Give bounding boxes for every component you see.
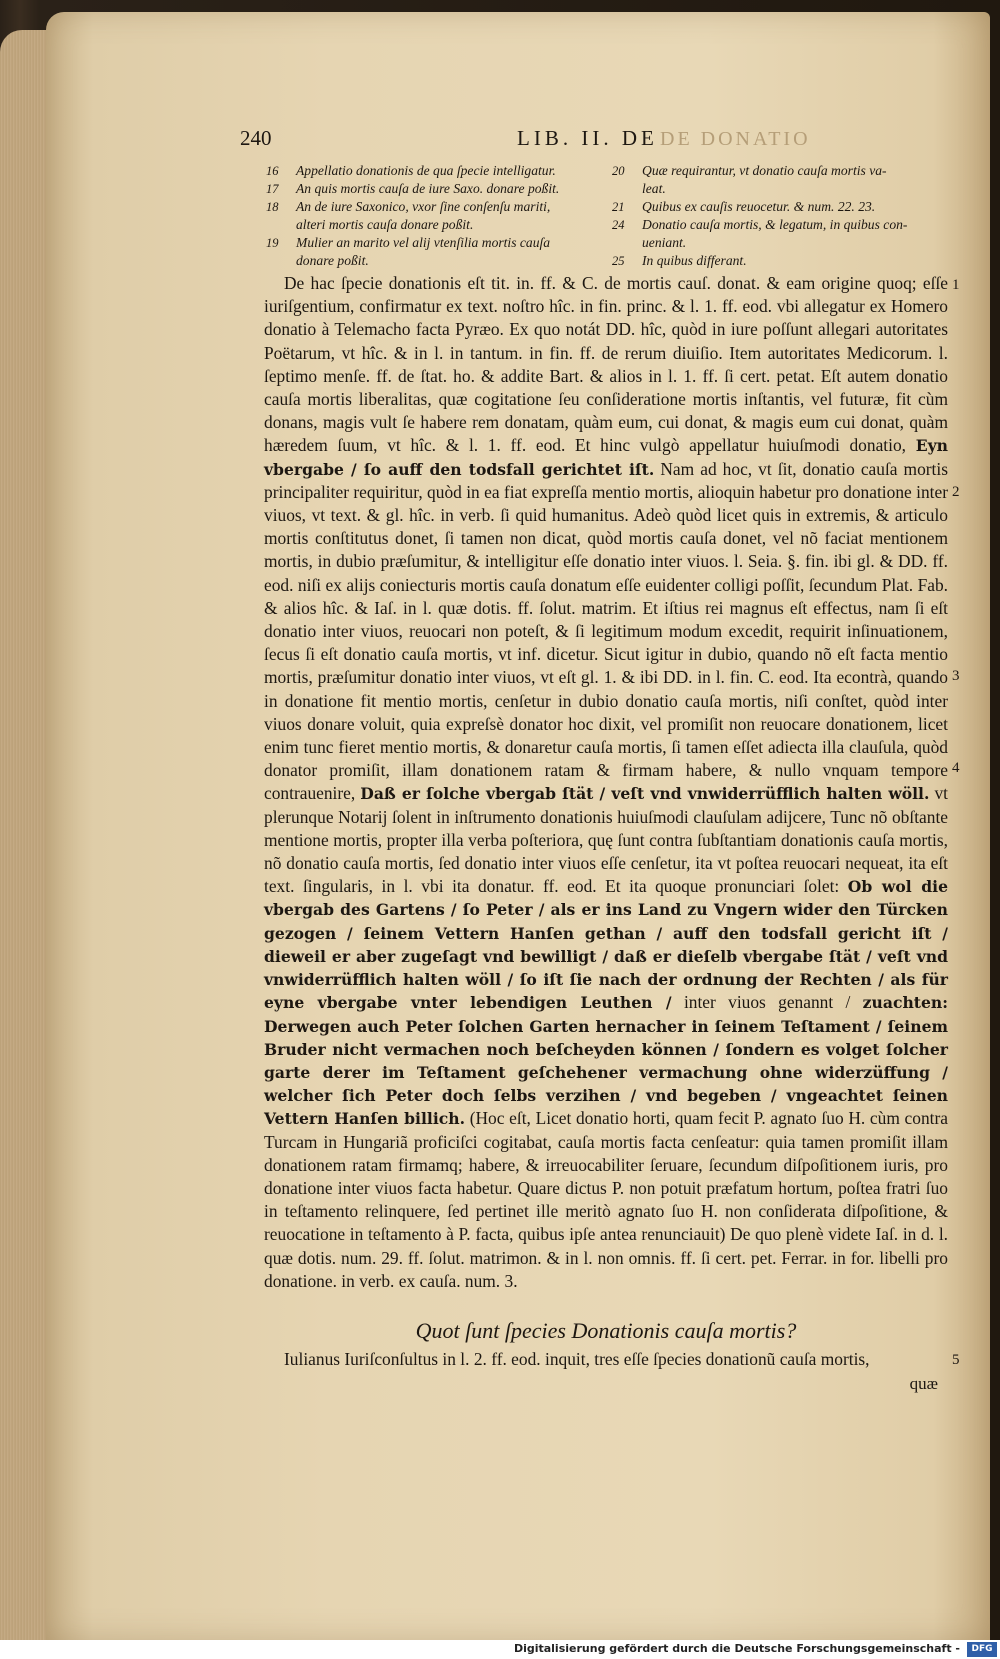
index-entry xyxy=(266,198,596,216)
latin-text: Nam ad hoc, vt ſit, donatio cauſa mortis principaliter requiritur, quòd in ea fiat expreſſa mentio mortis, alioquin habetur pro donatione inter viuos, vt text. & gl. hîc. in verb. ſi quid humanitus. Adeò quòd licet quis in extremis, & articulo mortis conſtitutus donet, ſi tamen non dicat, quòd mortis cauſa donet, vel nõ faciat mentionem mortis, in dubio præſumitur, & intelligitur eſſe donatio inter viuos. l. Seia. §. fin. ibi gl. & DD. ff. eod. niſi ex alijs coniecturis mortis cauſa donatum eſſe euidenter colligi poſſit, ſecundum Plat. Fab. & alios hîc. & Iaſ. in l. quæ dotis. ff. ſolut. matrim. Et iſtius rei magnus eſt effectus, nam ſi eſt donatio inter viuos, reuocari non poteſt, & ſi legitimum modum excedit, requirit inſinuationem, ſecus ſi eſt donatio cauſa mortis, vt inf. dicetur. Sicut igitur in dubio, quando nõ eſt facta mentio mortis, præſumitur donatio inter viuos, vt eſt gl. 1. & ibi DD. in l. fin. C. eod. Ita econtrà, quando in donatione fit mentio mortis, cenſetur in dubio donatio cauſa mortis, niſi conſtet, quòd inter viuos donare voluit, quia expreſsè donator hoc dixit, vel promiſit non reuocare donationem, licet enim tunc fieret mentio mortis, & donaretur cauſa mortis, ſi tamen eſſet adiecta illa clauſula, quòd donator promiſit, illam donationem ratam & firmam habere, & nullo vnquam tempore contrauenire, xyxy=(264,458,948,804)
index-number: 18 xyxy=(266,200,279,214)
page-number: 240 xyxy=(240,126,272,150)
index-number: 21 xyxy=(612,200,625,214)
german-fraktur-text: Daß er ſolche vbergab ſtät / veſt vnd vnwiderrüfflich halten wöll. xyxy=(360,784,930,804)
index-number: 24 xyxy=(612,218,625,232)
index-number: 17 xyxy=(266,182,279,196)
catchword: quæ xyxy=(909,1374,938,1393)
index-column-right xyxy=(612,162,932,270)
section-heading: Quot ſunt ſpecies Donationis cauſa mortis? xyxy=(415,1318,797,1343)
index-text: donare poßit. xyxy=(296,253,369,268)
index-column-left xyxy=(266,162,596,270)
margin-number: 2 xyxy=(952,484,960,500)
index-text: An de iure Saxonico, vxor ſine conſenſu mariti, xyxy=(296,199,551,214)
german-fraktur-text: zuachten: Derwegen auch Peter ſolchen Garten hernacher in ſeinem Teſtament / ſeinem Bruder nicht vermachen noch beſcheyden können / ſondern es volget ſolcher garte derer im Teſtament geſchehener vermachung ohne widerzüffung / welcher ſich Peter doch ſelbs verzihen / vnd begeben / vngeachtet ſeinen Vettern Hanſen billich. xyxy=(264,993,949,1129)
index-number: 25 xyxy=(612,254,625,268)
index-entry xyxy=(266,180,596,198)
index-text: alteri mortis cauſa donare poßit. xyxy=(296,217,474,232)
index-number: 16 xyxy=(266,164,279,178)
index-text: Appellatio donationis de qua ſpecie intelligatur. xyxy=(296,163,556,178)
index-entry xyxy=(266,216,596,234)
paragraph xyxy=(264,272,948,1293)
index-number: 19 xyxy=(266,236,279,250)
index-entry xyxy=(612,234,932,252)
paragraph: Iulianus Iuriſconſultus in l. 2. ff. eod. inquit, tres eſſe ſpecies donationũ cauſa mortis, xyxy=(284,1349,870,1369)
index-entry xyxy=(266,252,596,270)
index-entry xyxy=(612,180,932,198)
footer-credit: Digitalisierung gefördert durch die Deutsche Forschungsgemeinschaft - xyxy=(513,1642,960,1655)
dfg-logo: DFG xyxy=(967,1642,997,1657)
running-head: LIB. II. DE xyxy=(517,126,658,150)
digitization-footer xyxy=(0,1640,1000,1659)
index-entry xyxy=(612,252,932,270)
index-text: An quis mortis cauſa de iure Saxo. donare poßit. xyxy=(296,181,560,196)
index-text: Quibus ex cauſis reuocetur. & num. 22. 23. xyxy=(642,199,876,214)
latin-text: (Hoc eſt, Licet donatio horti, quam fecit P. agnato ſuo H. cùm contra Turcam in Hungariã proficiſci cogitabat, cauſa mortis facta cenſeatur: quia tamen promiſit illam donationem ratam firmamq; habere, & irreuocabiliter ſeruare, ſecundum diſpoſitionem iuris, pro donatione inter viuos facta habetur. Quare dictus P. non potuit præfatum hortum, poſtea fratri ſuo in teſtamento relinquere, ſed pertinet ille meritò agnato ſuo H. non conſiderata diſpoſitione, & reuocatione in teſtamento à P. facta, quibus ipſe antea renunciauit) De quo plenè videte Iaſ. in d. l. quæ dotis. num. 29. ff. ſolut. matrimon. & in l. non omnis. ff. ſi cert. pet. Ferrar. in for. libelli pro donatione. in verb. ex cauſa. num. 3. xyxy=(264,1108,948,1291)
index-text: Mulier an marito vel alij vtenſilia mortis cauſa xyxy=(296,235,551,250)
index-text: Donatio cauſa mortis, & legatum, in quibus con- xyxy=(642,217,908,232)
bleed-through-text: DE DONATIO xyxy=(660,128,811,150)
margin-number: 5 xyxy=(952,1352,960,1368)
german-fraktur-text: Eyn vbergabe / ſo auff den todsfall gerichtet iſt. xyxy=(264,436,948,479)
margin-number: 4 xyxy=(952,760,960,776)
margin-number: 3 xyxy=(952,668,960,684)
index-text: Quæ requirantur, vt donatio cauſa mortis va- xyxy=(642,163,887,178)
german-fraktur-text: Ob wol die vbergab des Gartens / ſo Peter / als er ins Land zu Vngern wider den Türcken gezogen / ſeinem Vettern Hanſen gethan / auff den todsfall gericht iſt / dieweil er aber zugeſagt vnd bewilligt / daß er dieſelb vbergabe ſtät / veſt vnd vnwiderrüfflich halten wöll / ſo iſt ſie nach der ordnung der Rechten / als für eyne vbergabe vnter lebendigen Leuthen / xyxy=(264,877,949,1013)
index-text: In quibus differant. xyxy=(642,253,747,268)
index-entry xyxy=(612,216,932,234)
main-text xyxy=(264,272,948,1293)
index-number: 20 xyxy=(612,164,625,178)
latin-text: De hac ſpecie donationis eſt tit. in. ff. & C. de mortis cauſ. donat. & eam origine quoq; eſſe iuriſgentium, confirmatur ex text. noſtro hîc. in fin. princ. & l. 1. ff. eod. vbi allegatur ex Homero donatio à Telemacho facta Pyræo. Ex quo notát DD. hîc, quòd in iure poſſunt allegari autoritates Poëtarum, vt hîc. & in l. in tantum. in fin. ff. de rerum diuiſio. Item autoritates Medicorum. l. ſeptimo menſe. ff. de ſtat. ho. & addite Bart. & alios in l. 1. ff. ſi cert. petat. Eſt autem donatio cauſa mortis liberalitas, quæ cogitatione ſeu conſideratione mortis inſtantis, vel futuræ, fit cùm donans, magis vult ſe habere rem donatam, quàm eum, cui donat, & magis eum cui donat, quàm hæredem ſuum, vt hîc. & l. 1. ff. eod. Et hinc vulgò appellatur huiuſmodi donatio, xyxy=(264,273,948,456)
index-text: ueniant. xyxy=(642,235,687,250)
index-entry xyxy=(612,162,932,180)
page-edges xyxy=(0,30,52,1640)
index-text: leat. xyxy=(642,181,666,196)
index-entry xyxy=(266,162,596,180)
index-entry xyxy=(266,234,596,252)
index-entry xyxy=(612,198,932,216)
page-header xyxy=(240,126,960,156)
latin-text: vt plerunque Notarij ſolent in inſtrumento donationis huiuſmodi clauſulam adijcere, Tunc nõ obſtante mentione mortis, propter illa verba poſteriora, quę ſunt contra ſubſtantiam donationis cauſa mortis, nõ donatio cauſa mortis, ſed donatio inter viuos eſſe cenſetur, ita vt poſtea reuocari nequeat, ita eſt text. ſingularis, in l. vbi ita donatur. ff. eod. Et ita quoque pronunciari ſolet: xyxy=(264,783,948,897)
margin-number: 1 xyxy=(952,277,960,293)
latin-text: inter viuos genannt / xyxy=(683,992,851,1013)
